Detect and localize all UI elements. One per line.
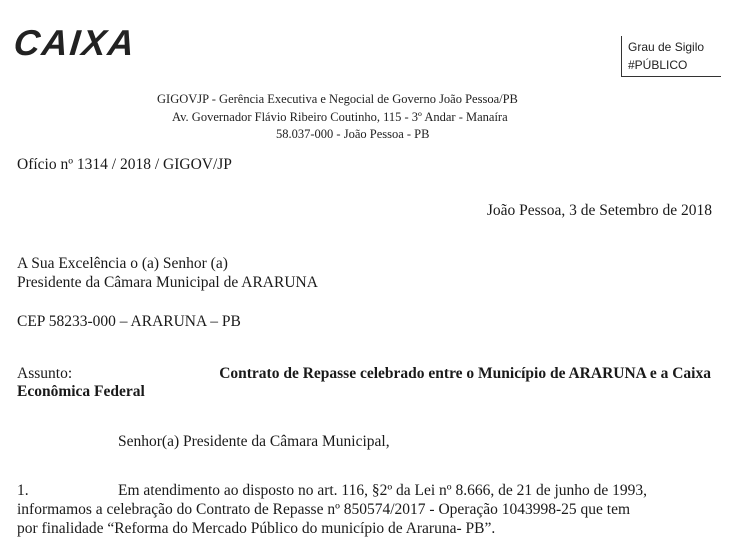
recipient-line-1: A Sua Excelência o (a) Senhor (a): [17, 255, 228, 272]
classification-value: #PÚBLICO: [628, 58, 688, 72]
subject-line-2: Econômica Federal: [17, 383, 145, 400]
paragraph-line-2: informamos a celebração do Contrato de Repasse nº 850574/2017 - Operação 1043998-25 que tem: [17, 501, 630, 518]
subject-line-1: [17, 365, 711, 383]
address-line-2: Av. Governador Flávio Ribeiro Coutinho, 115 - 3º Andar - Manaíra: [172, 110, 508, 124]
caixa-logo: CAIXA: [11, 22, 139, 63]
letter-date: João Pessoa, 3 de Setembro de 2018: [486, 202, 712, 219]
subject-label: Assunto:: [17, 365, 73, 382]
recipient-line-2: Presidente da Câmara Municipal de ARARUNA: [17, 274, 318, 291]
salutation: Senhor(a) Presidente da Câmara Municipal,: [118, 433, 390, 450]
classification-box: [621, 36, 721, 77]
paragraph-number: 1.: [17, 482, 29, 499]
paragraph-line-3: por finalidade “Reforma do Mercado Público do município de Araruna- PB”.: [17, 520, 496, 537]
subject-text: Contrato de Repasse celebrado entre o Município de ARARUNA e a Caixa: [219, 365, 711, 382]
paragraph-line-1: Em atendimento ao disposto no art. 116, §2º da Lei nº 8.666, de 21 de junho de 1993,: [118, 482, 648, 499]
recipient-cep: CEP 58233-000 – ARARUNA – PB: [17, 313, 241, 330]
address-line-3: 58.037-000 - João Pessoa - PB: [276, 127, 430, 141]
letter-reference: Ofício nº 1314 / 2018 / GIGOV/JP: [17, 156, 232, 173]
address-line-1: GIGOVJP - Gerência Executiva e Negocial de Governo João Pessoa/PB: [157, 92, 518, 106]
classification-label: Grau de Sigilo: [628, 40, 705, 54]
